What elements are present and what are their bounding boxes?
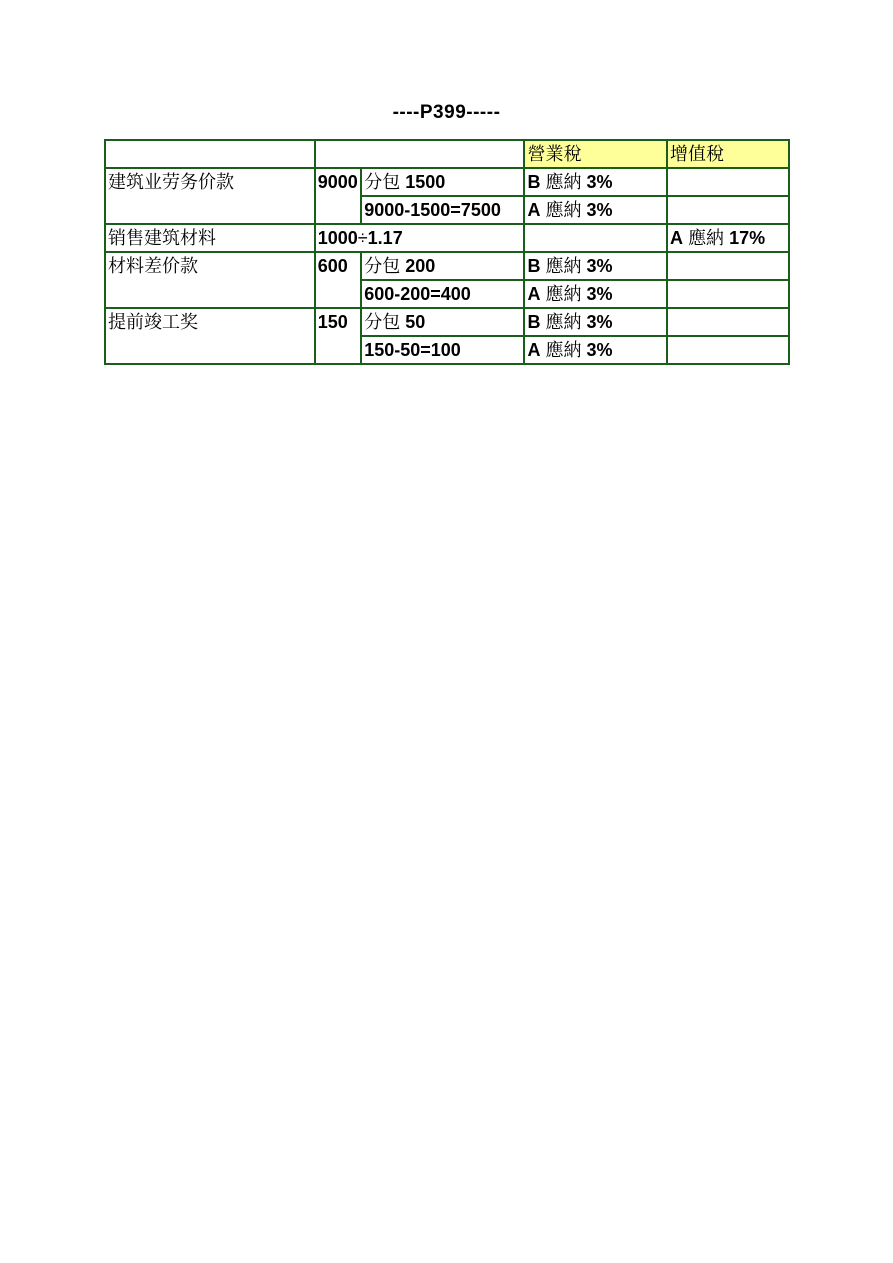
vat-cell — [667, 168, 789, 196]
item-cell: 建筑业劳务价款 — [105, 168, 315, 224]
detail-cell: 150-50=100 — [361, 336, 524, 364]
header-vat: 增值稅 — [667, 140, 789, 168]
item-cell: 提前竣工奖 — [105, 308, 315, 364]
detail-cell: 9000-1500=7500 — [361, 196, 524, 224]
header-business-tax: 營業稅 — [524, 140, 667, 168]
amount-cell: 1000÷1.17 — [315, 224, 525, 252]
vat-cell: A 應納 17% — [667, 224, 789, 252]
detail-cell: 分包 200 — [361, 252, 524, 280]
amount-cell: 150 — [315, 308, 361, 364]
business-tax-cell: A 應納 3% — [524, 336, 667, 364]
header-cell-empty — [105, 140, 315, 168]
header-cell-empty — [315, 140, 525, 168]
item-cell: 销售建筑材料 — [105, 224, 315, 252]
detail-cell: 分包 50 — [361, 308, 524, 336]
vat-cell — [667, 280, 789, 308]
vat-cell — [667, 252, 789, 280]
vat-cell — [667, 308, 789, 336]
tax-table — [104, 139, 790, 365]
table-header-row — [105, 140, 789, 168]
business-tax-cell — [524, 224, 667, 252]
detail-cell: 600-200=400 — [361, 280, 524, 308]
item-cell: 材料差价款 — [105, 252, 315, 308]
table-row — [105, 224, 789, 252]
business-tax-cell: B 應納 3% — [524, 252, 667, 280]
table-row — [105, 252, 789, 280]
table-row — [105, 308, 789, 336]
table-row — [105, 168, 789, 196]
vat-cell — [667, 336, 789, 364]
business-tax-cell: B 應納 3% — [524, 308, 667, 336]
amount-cell: 600 — [315, 252, 361, 308]
business-tax-cell: A 應納 3% — [524, 196, 667, 224]
amount-cell: 9000 — [315, 168, 361, 224]
business-tax-cell: B 應納 3% — [524, 168, 667, 196]
page-title: ----P399----- — [392, 102, 501, 123]
vat-cell — [667, 196, 789, 224]
business-tax-cell: A 應納 3% — [524, 280, 667, 308]
detail-cell: 分包 1500 — [361, 168, 524, 196]
